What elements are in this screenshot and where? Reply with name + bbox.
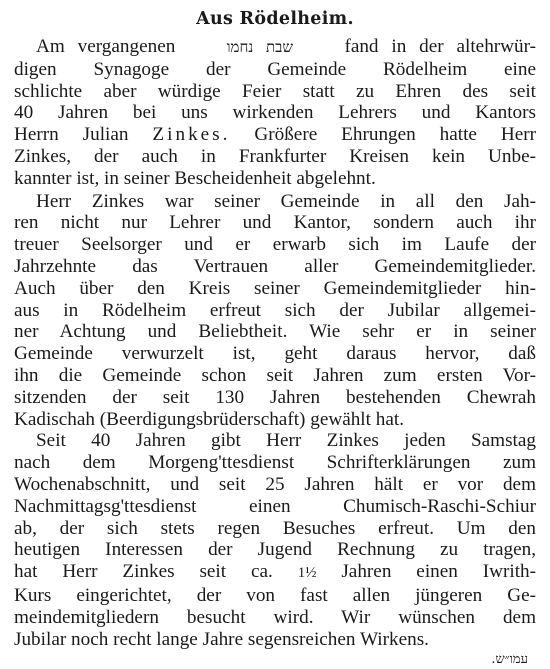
text-line: Seit 40 Jahren gibt Herr Zinkes jeden Samstag: [36, 430, 536, 452]
text-fragment: Herrn Julian: [14, 124, 129, 146]
text-line: Kurs eingerichtet, der von fast allen jüngeren Ge-: [14, 584, 536, 606]
text-line: Jahrzehnte das Vertrauen aller Gemeindemitglieder.: [14, 255, 536, 277]
text-line: [14, 36, 536, 59]
article-headline: Aus Rödelheim.: [196, 9, 354, 29]
text-line: Auch über den Kreis seiner Gemeindemitglieder hin-: [14, 277, 536, 299]
paragraph-3: [14, 430, 536, 650]
fraction: 1½: [297, 565, 317, 582]
text-line: Jubilar noch recht lange Jahre segensreichen Wirkens.: [14, 628, 429, 650]
spaced-name: Zinkes.: [152, 124, 231, 146]
text-line: ner Achtung und Beliebtheit. Wie sehr er in seiner: [14, 321, 536, 343]
text-line: Kadischah (Beerdigungsbrüderschaft) gewählt hat.: [14, 408, 405, 430]
text-fragment: hat Herr Zinkes seit ca.: [14, 561, 273, 583]
text-line: Wochenabschnitt, und seit 25 Jahren hält er vor dem: [14, 473, 536, 495]
text-line: 40 Jahren bei uns wirkenden Lehrers und Kantors: [14, 102, 536, 124]
text-line: digen Synagoge der Gemeinde Rödelheim eine: [14, 58, 536, 80]
text-line: [14, 561, 536, 585]
hebrew-phrase: שבת נחמו: [226, 38, 294, 56]
text-line: heutigen Interessen der Jugend Rechnung zu tragen,: [14, 539, 536, 561]
text-fragment: Größere Ehrungen hatte Herr: [254, 124, 537, 146]
text-line: ihn die Gemeinde schon seit Jahren zum ersten Vor-: [14, 364, 536, 386]
text-line: schlichte aber würdige Feier statt zu Ehren des seit: [14, 80, 536, 102]
text-line: ren nicht nur Lehrer und Kantor, sondern auch ihr: [14, 212, 536, 234]
paragraph-1: [14, 36, 536, 190]
article: [14, 6, 536, 669]
text-line: Zinkes, der auch in Frankfurter Kreisen kein Unbe-: [14, 145, 536, 167]
text-line: Herr Zinkes war seiner Gemeinde in all den Jah-: [36, 190, 536, 212]
text-line: kannter ist, in seiner Bescheidenheit abgelehnt.: [14, 167, 376, 189]
text-line: ab, der sich stets regen Besuches erfreut. Um den: [14, 517, 536, 539]
text-line: meindemitgliedern besucht wird. Wir wünschen dem: [14, 606, 536, 628]
text-fragment: Jahren einen Iwrith-: [341, 561, 537, 583]
text-line: [14, 124, 536, 146]
text-fragment: fand in der altehrwür-: [344, 36, 537, 57]
text-fragment: Am vergangenen: [36, 36, 176, 57]
text-line: nach dem Morgeng'ttesdienst Schrifterklärungen zum: [14, 452, 536, 474]
text-line: Gemeinde verwurzelt ist, geht daraus hervor, daß: [14, 343, 536, 365]
text-line: aus in Rödelheim erfreut sich der Jubilar allgemei-: [14, 299, 536, 321]
paragraph-2: [14, 191, 536, 431]
author-byline: עמו״ש.: [491, 652, 528, 668]
text-line: sitzenden der seit 130 Jahren bestehenden Chewrah: [14, 386, 536, 408]
text-line: treuer Seelsorger und er erwarb sich im Laufe der: [14, 234, 536, 256]
text-line: Nachmittagsg'ttesdienst einen Chumisch-Raschi-Schiur: [14, 495, 536, 517]
